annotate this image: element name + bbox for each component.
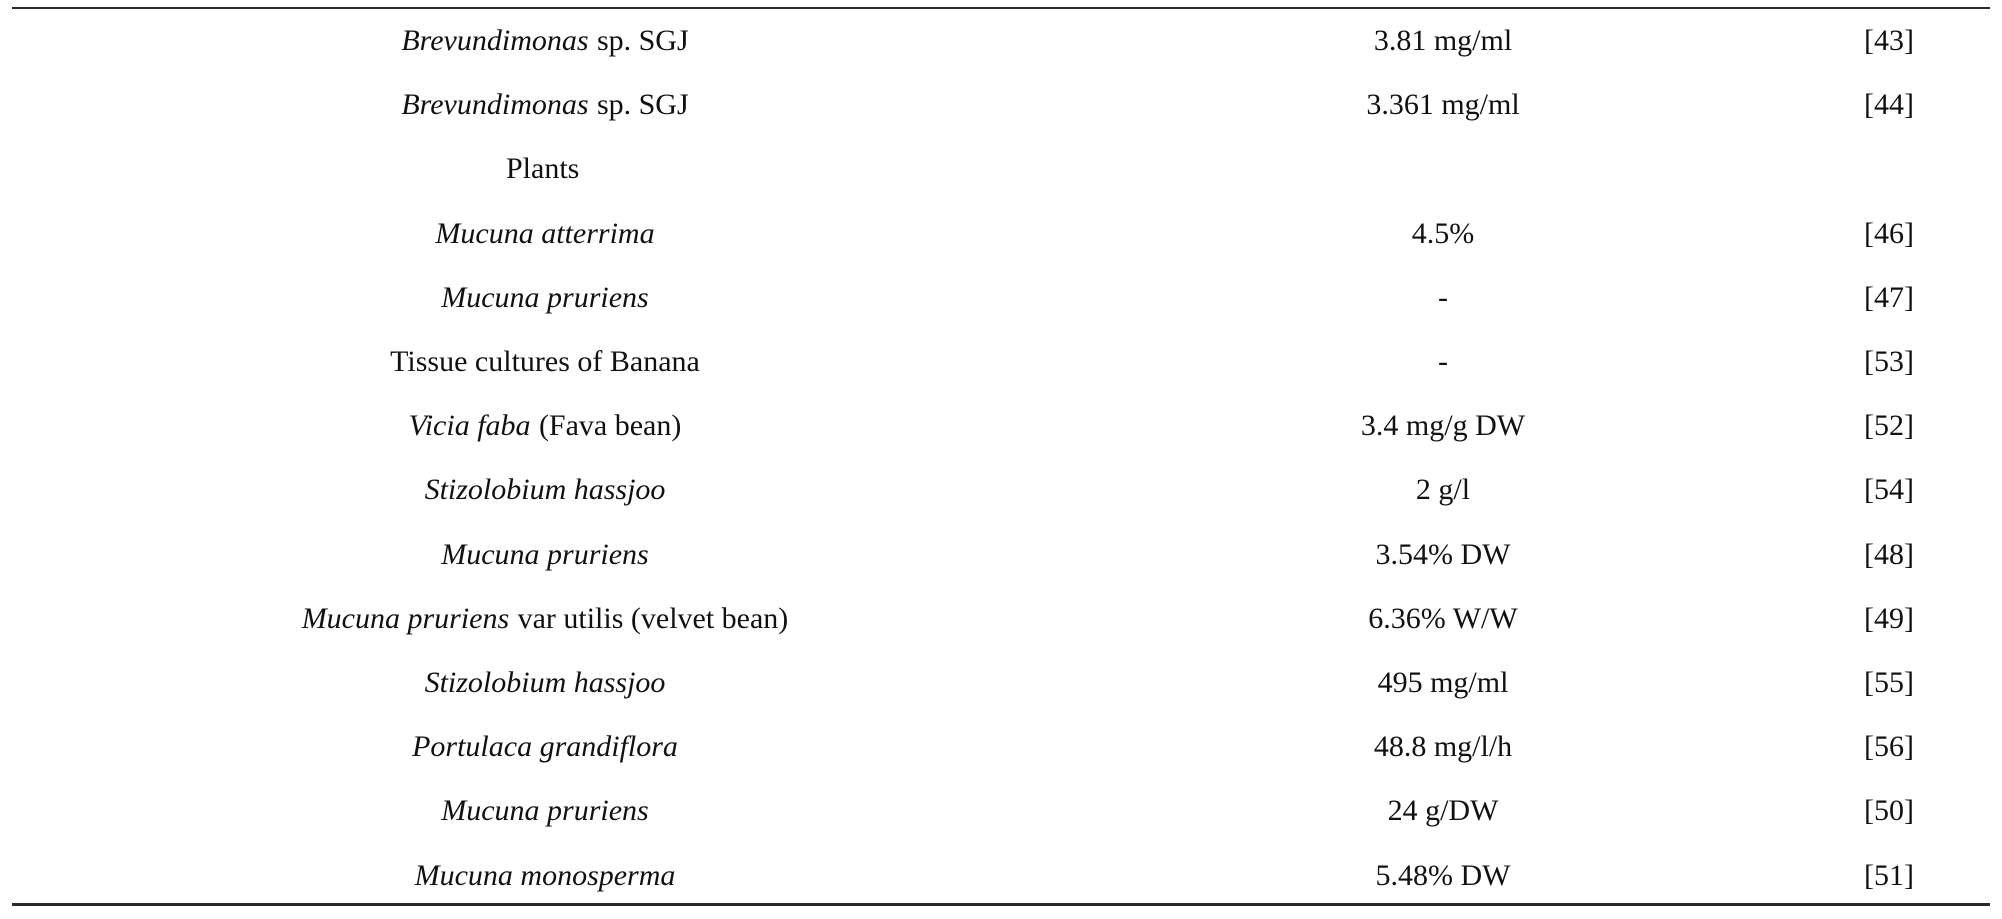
- organism-cell: [12, 779, 1078, 843]
- table-row: [12, 843, 1990, 907]
- organism-italic: Mucuna pruriens: [301, 601, 510, 635]
- table-row: [12, 266, 1990, 330]
- yield-cell: 3.4 mg/g DW: [1360, 409, 1526, 443]
- organism-plain: sp. SGJ: [596, 24, 689, 58]
- reference-text: [48]: [1864, 537, 1914, 571]
- reference-text: [47]: [1864, 280, 1914, 314]
- reference-cell: [1808, 779, 1990, 843]
- table-row: [12, 651, 1990, 715]
- table-row: [12, 523, 1990, 587]
- organism-cell: [12, 458, 1078, 522]
- reference-text: [46]: [1864, 216, 1914, 250]
- table-row: [12, 587, 1990, 651]
- table-row: [12, 458, 1990, 522]
- table-row: [12, 715, 1990, 779]
- reference-cell: [1808, 394, 1990, 458]
- reference-cell: [1808, 843, 1990, 907]
- reference-text: [49]: [1864, 601, 1914, 635]
- yield-cell: 2 g/l: [1415, 473, 1471, 507]
- reference-text: [44]: [1864, 88, 1914, 122]
- table-row: [12, 73, 1990, 137]
- organism-cell: [12, 715, 1078, 779]
- table-row: [12, 779, 1990, 843]
- yield-cell: 3.54% DW: [1375, 537, 1511, 571]
- yield-cell: 6.36% W/W: [1368, 601, 1518, 635]
- organism-italic: Portulaca grandiflora: [412, 730, 678, 764]
- organism-cell: [12, 843, 1078, 907]
- yield-cell: 5.48% DW: [1375, 858, 1511, 892]
- table-bottom-rule: [12, 903, 1990, 906]
- organism-plain: (Fava bean): [538, 409, 682, 443]
- organism-italic: Mucuna pruriens: [441, 280, 649, 314]
- table-row: [12, 330, 1990, 394]
- organism-cell: [12, 266, 1078, 330]
- reference-cell: [1808, 523, 1990, 587]
- reference-cell: [1808, 651, 1990, 715]
- organism-italic: Mucuna pruriens: [441, 537, 649, 571]
- organism-cell: [12, 202, 1078, 266]
- reference-text: [55]: [1864, 665, 1914, 699]
- table-body: [12, 9, 1990, 908]
- reference-text: [52]: [1864, 409, 1914, 443]
- organism-italic: Brevundimonas: [401, 88, 589, 122]
- data-table: [12, 0, 1990, 919]
- organism-italic: Mucuna monosperma: [414, 858, 676, 892]
- organism-italic: Brevundimonas: [401, 24, 589, 58]
- reference-text: [43]: [1864, 24, 1914, 58]
- organism-italic: Mucuna pruriens: [441, 794, 649, 828]
- yield-cell: 4.5%: [1411, 216, 1475, 250]
- organism-cell: [12, 394, 1078, 458]
- section-row: [12, 137, 1990, 201]
- organism-plain: sp. SGJ: [596, 88, 689, 122]
- reference-text: [56]: [1864, 730, 1914, 764]
- organism-cell: [12, 9, 1078, 73]
- organism-plain: Tissue cultures of Banana: [390, 345, 700, 379]
- organism-cell: [12, 587, 1078, 651]
- reference-cell: [1808, 202, 1990, 266]
- yield-cell: 3.361 mg/ml: [1366, 88, 1520, 122]
- yield-cell: 48.8 mg/l/h: [1373, 730, 1513, 764]
- yield-cell: -: [1438, 345, 1448, 379]
- organism-italic: Stizolobium hassjoo: [424, 665, 666, 699]
- section-heading: Plants: [506, 152, 580, 186]
- reference-cell: [1808, 458, 1990, 522]
- organism-italic: Vicia faba: [408, 409, 531, 443]
- organism-cell: [12, 523, 1078, 587]
- reference-cell: [1808, 73, 1990, 137]
- reference-cell: [1808, 715, 1990, 779]
- table-row: [12, 394, 1990, 458]
- table-row: [12, 202, 1990, 266]
- yield-cell: 24 g/DW: [1387, 794, 1499, 828]
- yield-cell: 495 mg/ml: [1377, 665, 1509, 699]
- reference-text: [54]: [1864, 473, 1914, 507]
- organism-cell: [12, 73, 1078, 137]
- reference-cell: [1808, 587, 1990, 651]
- reference-text: [53]: [1864, 345, 1914, 379]
- reference-cell: [1808, 330, 1990, 394]
- reference-cell: [1808, 266, 1990, 330]
- organism-plain: var utilis (velvet bean): [517, 601, 789, 635]
- reference-cell: [1808, 9, 1990, 73]
- reference-text: [51]: [1864, 858, 1914, 892]
- organism-cell: [12, 330, 1078, 394]
- organism-cell: [12, 651, 1078, 715]
- organism-italic: Stizolobium hassjoo: [424, 473, 666, 507]
- yield-cell: -: [1438, 280, 1448, 314]
- table-row: [12, 9, 1990, 73]
- yield-cell: 3.81 mg/ml: [1373, 24, 1513, 58]
- section-heading-cell: [12, 137, 1078, 201]
- organism-italic: Mucuna atterrima: [435, 216, 655, 250]
- reference-text: [50]: [1864, 794, 1914, 828]
